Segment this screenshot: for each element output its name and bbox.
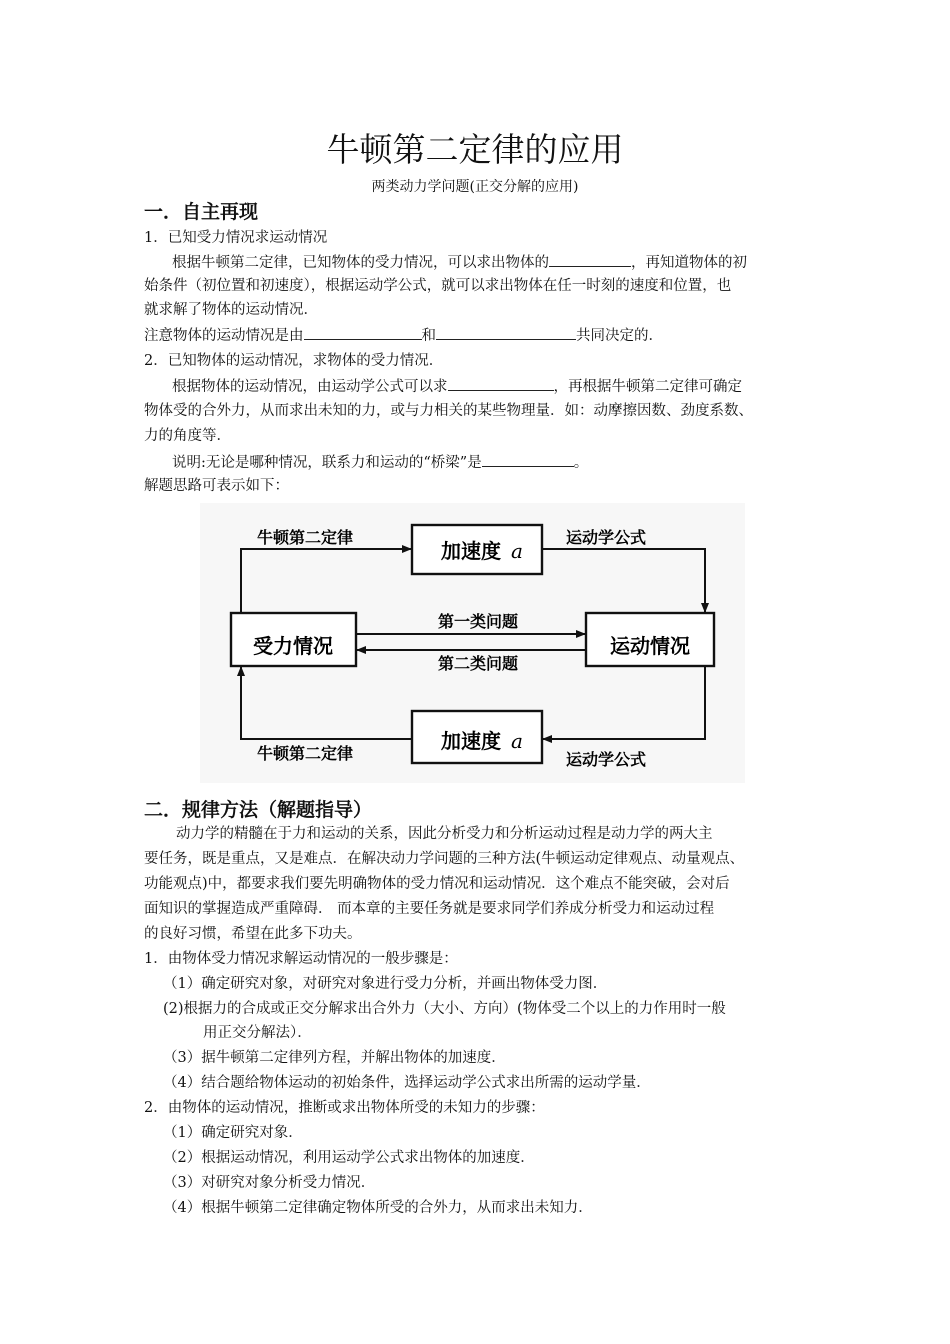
section2-paragraph-line4: 面知识的掌握造成严重障碍． 而本章的主要任务就是要求同学们养成分析受力和运动过程	[144, 901, 715, 917]
list1-title: 1．由物体受力情况求解运动情况的一般步骤是：	[144, 951, 458, 967]
section2-heading: 二．规律方法（解题指导）	[144, 799, 373, 821]
list2-step3: （3）对研究对象分析受力情况．	[163, 1175, 376, 1191]
note-line	[144, 324, 663, 347]
explain-line	[172, 451, 588, 474]
kinematics-bottom-label: 运动学公式	[566, 750, 647, 769]
motion-box-label: 运动情况	[610, 634, 690, 658]
item2-text-b: ，再根据牛顿第二定律可确定	[553, 379, 742, 395]
blank-item2	[448, 375, 554, 391]
section2-paragraph-line1: 动力学的精髓在于力和运动的关系，因此分析受力和分析运动过程是动力学的两大主	[176, 826, 713, 842]
item1-text-a: 根据牛顿第二定律，已知物体的受力情况，可以求出物体的	[172, 255, 549, 271]
accel-top-symbol: a	[511, 539, 523, 563]
list1-step2-line1: (2)根据力的合成或正交分解求出合外力（大小、方向）(物体受二个以上的力作用时一般	[163, 1001, 726, 1017]
solution-flow-diagram	[200, 503, 745, 783]
section1-heading: 一．自主再现	[144, 201, 259, 223]
item2-paragraph-line2: 物体受的合外力，从而求出未知的力，或与力相关的某些物理量．如：动摩擦因数、劲度系数、	[144, 403, 753, 419]
accel-bottom-symbol: a	[511, 729, 523, 753]
diagram-intro: 解题思路可表示如下：	[144, 478, 289, 494]
first-problem-label: 第一类问题	[437, 612, 519, 631]
newton-law-top-label: 牛顿第二定律	[257, 528, 354, 547]
item2-paragraph-line3: 力的角度等．	[144, 428, 231, 444]
explain-text-a: 说明:无论是哪种情况，联系力和运动的“桥梁”是	[172, 455, 482, 471]
explain-text-b: 。	[573, 455, 589, 471]
second-problem-label: 第二类问题	[437, 654, 519, 673]
list2-title: 2．由物体的运动情况，推断或求出物体所受的未知力的步骤：	[144, 1100, 545, 1116]
accel-bottom-label: 加速度	[441, 729, 501, 753]
section2-paragraph-line2: 要任务，既是重点，又是难点．在解决动力学问题的三种方法(牛顿运动定律观点、动量观点、	[144, 851, 745, 867]
list2-step2: （2）根据运动情况，利用运动学公式求出物体的加速度．	[163, 1150, 535, 1166]
flow-diagram-svg	[200, 503, 745, 783]
blank-bridge	[482, 451, 574, 467]
blank-acceleration	[549, 251, 631, 267]
note-text-b: 和	[421, 328, 436, 344]
list1-step2-line2: 用正交分解法）．	[203, 1025, 312, 1041]
item1-paragraph-line1	[172, 251, 747, 274]
newton-law-bottom-label: 牛顿第二定律	[257, 744, 354, 763]
item1-paragraph-line3: 就求解了物体的运动情况．	[144, 302, 318, 318]
list1-step1: （1）确定研究对象，对研究对象进行受力分析，并画出物体受力图．	[163, 976, 608, 992]
item1-title: 1．已知受力情况求运动情况	[144, 230, 328, 246]
page-subtitle: 两类动力学问题(正交分解的应用)	[371, 179, 579, 195]
list1-step4: （4）结合题给物体运动的初始条件，选择运动学公式求出所需的运动学量．	[163, 1075, 651, 1091]
section2-paragraph-line5: 的良好习惯，希望在此多下功夫。	[144, 926, 362, 942]
item2-paragraph-line1	[172, 375, 742, 398]
kinematics-top-label: 运动学公式	[566, 528, 647, 547]
accel-top-label: 加速度	[441, 539, 501, 563]
list2-step4: （4）根据牛顿第二定律确定物体所受的合外力，从而求出未知力．	[163, 1200, 593, 1216]
blank-note-1	[304, 324, 422, 340]
note-text-c: 共同决定的．	[576, 328, 663, 344]
section2-paragraph-line3: 功能观点)中，都要求我们要先明确物体的受力情况和运动情况．这个难点不能突破，会对后	[144, 876, 730, 892]
blank-note-2	[436, 324, 576, 340]
item1-text-b: ，再知道物体的初	[631, 255, 747, 271]
force-box-label: 受力情况	[253, 634, 333, 658]
page-title: 牛顿第二定律的应用	[326, 130, 624, 169]
list1-step3: （3）据牛顿第二定律列方程，并解出物体的加速度．	[163, 1050, 506, 1066]
item2-title: 2．已知物体的运动情况，求物体的受力情况．	[144, 353, 444, 369]
note-text-a: 注意物体的运动情况是由	[144, 328, 304, 344]
item2-text-a: 根据物体的运动情况，由运动学公式可以求	[172, 379, 448, 395]
list2-step1: （1）确定研究对象．	[163, 1125, 303, 1141]
item1-paragraph-line2: 始条件（初位置和初速度），根据运动学公式，就可以求出物体在任一时刻的速度和位置，也	[144, 278, 732, 294]
